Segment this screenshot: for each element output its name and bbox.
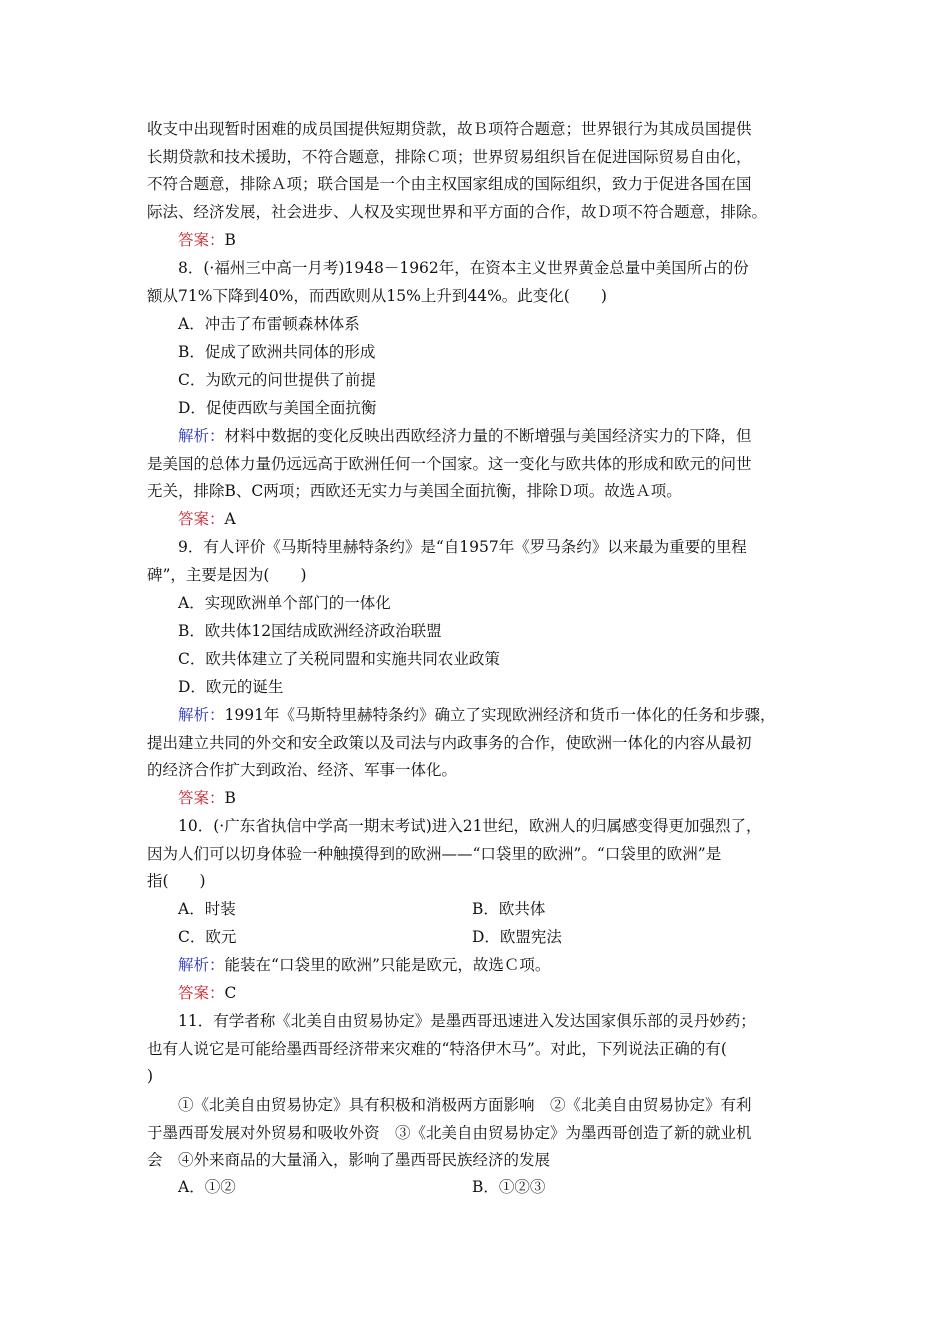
text-line: ) — [147, 1067, 154, 1086]
text-line: 是美国的总体力量仍远远高于欧洲任何一个国家。这一变化与欧共体的形成和欧元的问世 — [147, 454, 752, 473]
q9-stem — [147, 534, 812, 589]
text-line: 指( ) — [147, 872, 206, 891]
text-line: 碑”，主要是因为( ) — [147, 565, 307, 584]
text-line: 收支中出现暂时困难的成员国提供短期贷款，故Ｂ项符合题意；世界银行为其成员国提供 — [147, 120, 752, 138]
answer-label: 答案： — [178, 789, 225, 807]
text-line: 也有人说它是可能给墨西哥经济带来灾难的“特洛伊木马”。对此，下列说法正确的有( — [147, 1039, 727, 1058]
q9-option-c: C．欧共体建立了关税同盟和实施共同农业政策 — [178, 650, 500, 668]
text-line: 10．(·广东省执信中学高一期末考试)进入21世纪，欧洲人的归属感变得更加强烈了， — [178, 817, 762, 835]
q9-analysis — [147, 702, 812, 785]
q10-option-b: B．欧共体 — [472, 900, 546, 918]
text-line: 提出建立共同的外交和安全政策以及司法与内政事务的合作，使欧洲一体化的内容从最初 — [147, 733, 752, 752]
text-line: 能装在“口袋里的欧洲”只能是欧元，故选Ｃ项。 — [224, 956, 551, 974]
q11-statements — [147, 1092, 812, 1175]
text-line: 11．有学者称《北美自由贸易协定》是墨西哥迅速进入发达国家俱乐部的灵丹妙药； — [178, 1012, 756, 1030]
text-line: 际法、经济发展，社会进步、人权及实现世界和平方面的合作，故Ｄ项不符合题意，排除。 — [147, 202, 768, 221]
q9-option-b: B．欧共体12国结成欧洲经济政治联盟 — [178, 622, 442, 640]
text-line: 会 ④外来商品的大量涌入，影响了墨西哥民族经济的发展 — [147, 1151, 551, 1170]
q10-option-d: D．欧盟宪法 — [472, 928, 562, 946]
analysis-label: 解析： — [178, 427, 225, 445]
q10-option-a: A．时装 — [178, 900, 236, 918]
answer-label: 答案： — [178, 984, 225, 1002]
text-line: 8．(·福州三中高一月考)1948－1962年，在资本主义世界黄金总量中美国所占的份 — [178, 259, 749, 277]
q11-option-a: A．①② — [178, 1178, 236, 1196]
answer-label: 答案： — [178, 510, 225, 528]
text-line: 材料中数据的变化反映出西欧经济力量的不断增强与美国经济实力的下降，但 — [224, 427, 752, 445]
q10-analysis — [147, 952, 812, 980]
q7-answer — [147, 227, 812, 255]
q7-analysis-continued — [147, 116, 812, 226]
text-line: 1991年《马斯特里赫特条约》确立了实现欧洲经济和货币一体化的任务和步骤， — [224, 706, 776, 724]
text-line: 无关，排除B、C两项；西欧还无实力与美国全面抗衡，排除Ｄ项。故选Ａ项。 — [147, 482, 682, 501]
q8-option-a: A．冲击了布雷顿森林体系 — [178, 315, 360, 333]
q11-stem — [147, 1008, 812, 1091]
q8-option-d: D．促使西欧与美国全面抗衡 — [178, 399, 377, 417]
q10-answer — [147, 980, 812, 1008]
q9-answer — [147, 785, 812, 813]
text-line: 9．有人评价《马斯特里赫特条约》是“自1957年《罗马条约》以来最为重要的里程 — [178, 538, 747, 556]
q8-stem — [147, 255, 812, 310]
text-line: 于墨西哥发展对外贸易和吸收外资 ③《北美自由贸易协定》为墨西哥创造了新的就业机 — [147, 1123, 752, 1142]
q10-option-c: C．欧元 — [178, 928, 237, 946]
answer-value: A — [224, 510, 236, 528]
answer-label: 答案： — [178, 231, 225, 249]
analysis-label: 解析： — [178, 956, 225, 974]
text-line: 因为人们可以切身体验一种触摸得到的欧洲——“口袋里的欧洲”。“口袋里的欧洲”是 — [147, 844, 722, 863]
q10-stem — [147, 813, 812, 896]
answer-value: B — [224, 789, 236, 807]
text-line: 不符合题意，排除Ａ项；联合国是一个由主权国家组成的国际组织，致力于促进各国在国 — [147, 175, 752, 194]
answer-value: C — [224, 984, 237, 1002]
q8-option-c: C．为欧元的问世提供了前提 — [178, 371, 376, 389]
q9-option-d: D．欧元的诞生 — [178, 678, 284, 696]
text-line: 额从71%下降到40%，而西欧则从15%上升到44%。此变化( ) — [147, 286, 607, 305]
text-line: 长期贷款和技术援助，不符合题意，排除Ｃ项；世界贸易组织旨在促进国际贸易自由化， — [147, 147, 752, 166]
q8-answer — [147, 506, 812, 534]
q11-option-b: B．①②③ — [472, 1178, 546, 1196]
q8-analysis — [147, 423, 812, 506]
text-line: 的经济合作扩大到政治、经济、军事一体化。 — [147, 761, 458, 780]
q8-option-b: B．促成了欧洲共同体的形成 — [178, 343, 376, 361]
analysis-label: 解析： — [178, 706, 225, 724]
q9-option-a: A．实现欧洲单个部门的一体化 — [178, 594, 391, 612]
text-line: ①《北美自由贸易协定》具有积极和消极两方面影响 ②《北美自由贸易协定》有利 — [178, 1096, 752, 1114]
answer-value: B — [224, 231, 236, 249]
